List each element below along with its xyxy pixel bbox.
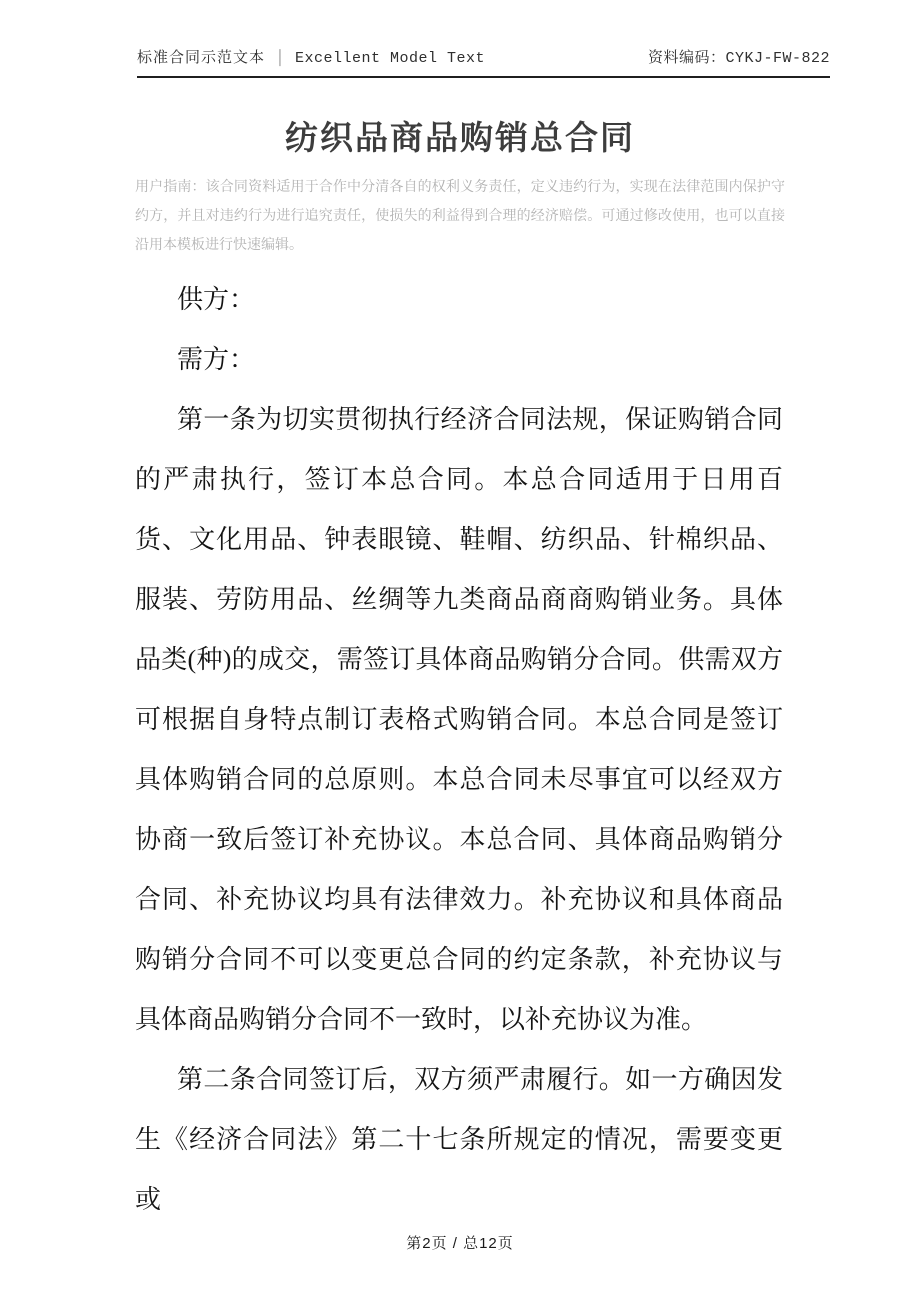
header-brand [137, 46, 485, 67]
header-brand-cn: 标准合同示范文本 [137, 50, 266, 66]
paragraph-article-1: 第一条为切实贯彻执行经济合同法规，保证购销合同的严肃执行，签订本总合同。本总合同适用于日用百货、文化用品、钟表眼镜、鞋帽、纺织品、针棉织品、服装、劳防用品、丝绸等九类商品商商购销业务。具体品类(种)的成交，需签订具体商品购销分合同。供需双方可根据自身特点制订表格式购销合同。本总合同是签订具体购销合同的总原则。本总合同未尽事宜可以经双方协商一致后签订补充协议。本总合同、具体商品购销分合同、补充协议均具有法律效力。补充协议和具体商品购销分合同不可以变更总合同的约定条款，补充协议与具体商品购销分合同不一致时，以补充协议为准。 [135, 405, 783, 1034]
contract-body [135, 270, 783, 1230]
page-footer [0, 1232, 920, 1253]
header-brand-en: Excellent Model Text [294, 50, 485, 67]
header-doc-code: 资料编码：CYKJ-FW-822 [647, 50, 830, 67]
paragraph-article-2: 第二条合同签订后，双方须严肃履行。如一方确因发生《经济合同法》第二十七条所规定的情况，需要变更或 [135, 1065, 783, 1214]
page-number: 第2页 / 总12页 [406, 1235, 514, 1252]
paragraph-supplier: 供方： [177, 285, 256, 314]
page-header [137, 46, 830, 78]
paragraph-buyer: 需方： [177, 345, 256, 374]
document-title: 纺织品商品购销总合同 [285, 121, 635, 157]
user-guide-note: 用户指南：该合同资料适用于合作中分清各自的权利义务责任，定义违约行为，实现在法律范围内保护守约方，并且对违约行为进行追究责任，使损失的利益得到合理的经济赔偿。可通过修改使用，也可以直接沿用本模板进行快速编辑。 [135, 180, 785, 253]
header-divider: │ [275, 51, 285, 66]
